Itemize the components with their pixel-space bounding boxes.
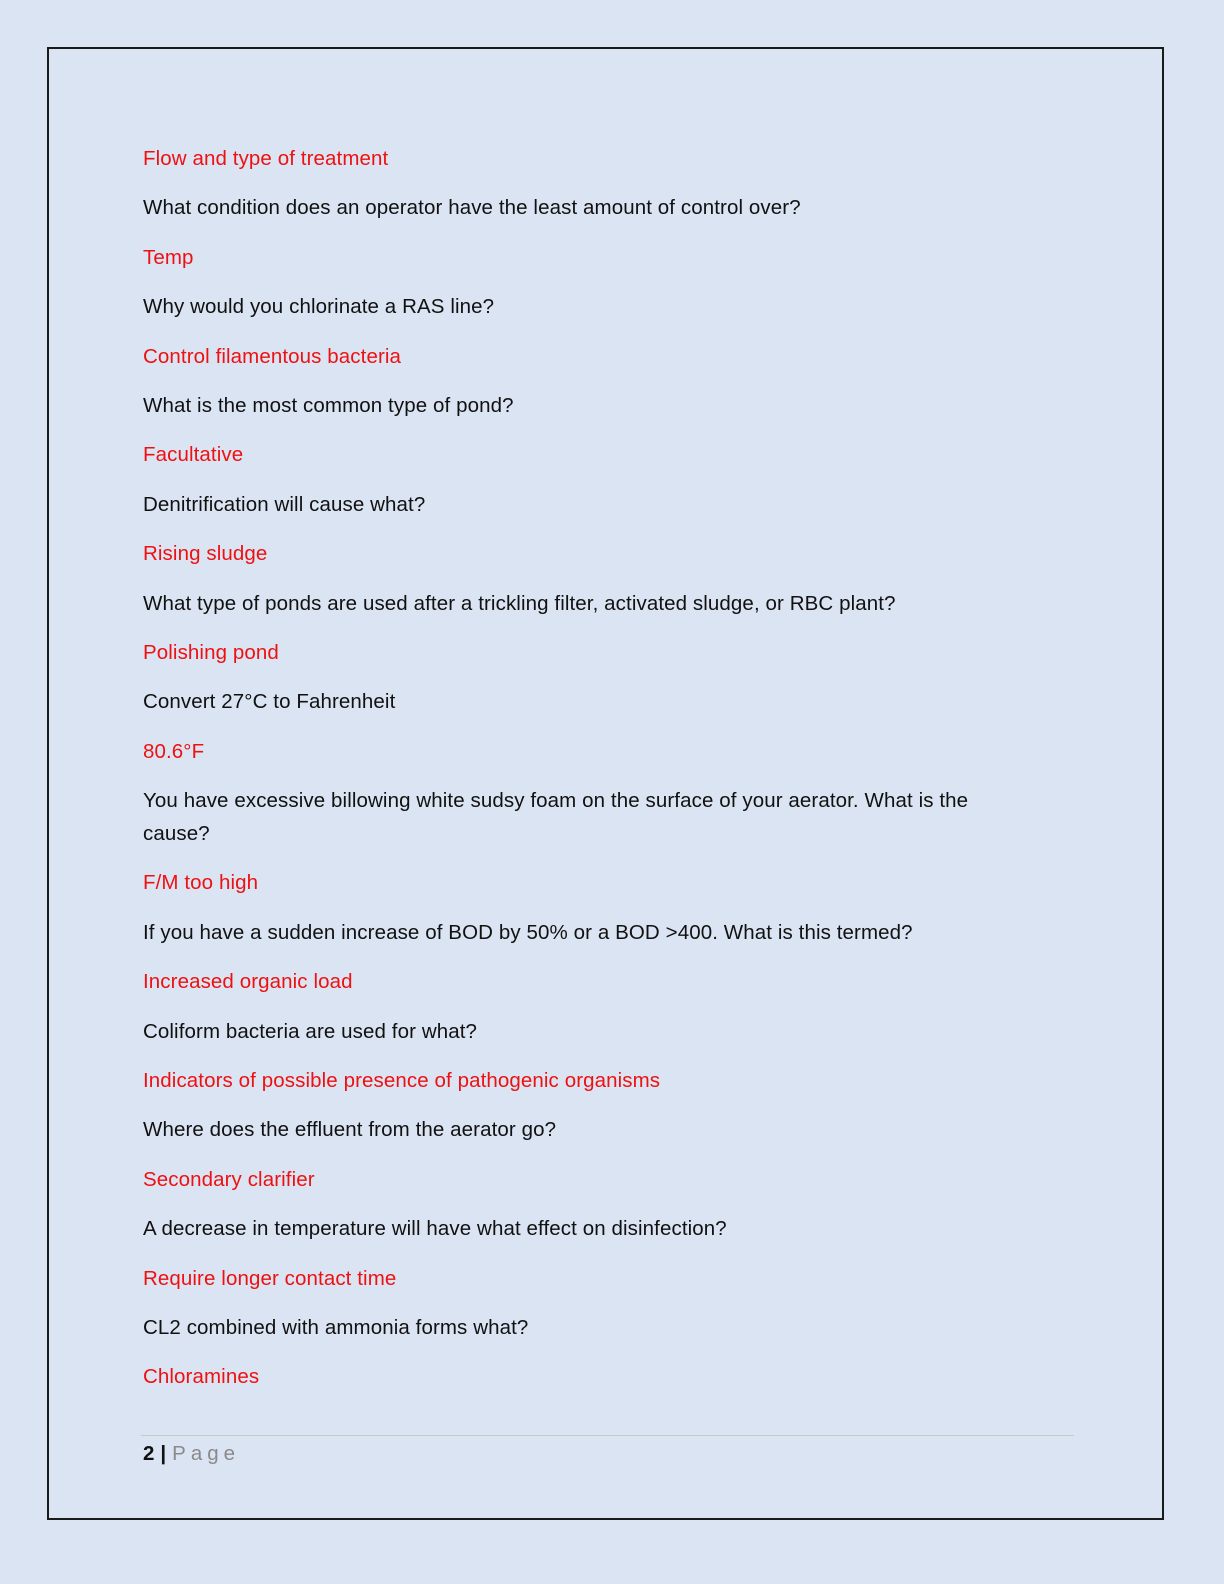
answer-text: Temp	[143, 245, 194, 269]
answer-text: Indicators of possible presence of pathogenic organisms	[143, 1069, 661, 1093]
question-text: CL2 combined with ammonia forms what?	[143, 1315, 529, 1339]
answer-text: Facultative	[143, 443, 244, 467]
answer-text: Chloramines	[143, 1365, 260, 1389]
answer-text: Control filamentous bacteria	[143, 344, 402, 368]
page-label: Page	[172, 1442, 241, 1465]
footer-divider	[141, 1435, 1074, 1436]
question-text: You have excessive billowing white sudsy foam on the surface of your aerator. What is the cause?	[143, 789, 969, 846]
answer-text: F/M too high	[143, 871, 259, 895]
answer-text: Require longer contact time	[143, 1266, 397, 1290]
answer-text: Increased organic load	[143, 970, 353, 994]
question-text: What condition does an operator have the least amount of control over?	[143, 196, 801, 220]
question-text: Where does the effluent from the aerator go?	[143, 1118, 557, 1142]
qa-content	[143, 142, 1023, 1410]
question-text: Convert 27°C to Fahrenheit	[143, 690, 396, 714]
question-text: Why would you chlorinate a RAS line?	[143, 295, 495, 319]
answer-text: 80.6°F	[143, 739, 205, 763]
question-text: What type of ponds are used after a trickling filter, activated sludge, or RBC plant?	[143, 591, 896, 615]
question-text: Denitrification will cause what?	[143, 492, 426, 516]
answer-text: Rising sludge	[143, 542, 268, 566]
answer-text: Flow and type of treatment	[143, 147, 389, 170]
question-text: A decrease in temperature will have what effect on disinfection?	[143, 1217, 727, 1241]
footer-separator: |	[160, 1442, 167, 1465]
answer-text: Polishing pond	[143, 640, 279, 664]
page-footer	[143, 1439, 240, 1469]
page-number: 2	[143, 1442, 155, 1465]
question-text: If you have a sudden increase of BOD by 50% or a BOD >400. What is this termed?	[143, 920, 913, 944]
question-text: Coliform bacteria are used for what?	[143, 1019, 478, 1043]
question-text: What is the most common type of pond?	[143, 393, 514, 417]
answer-text: Secondary clarifier	[143, 1167, 315, 1191]
